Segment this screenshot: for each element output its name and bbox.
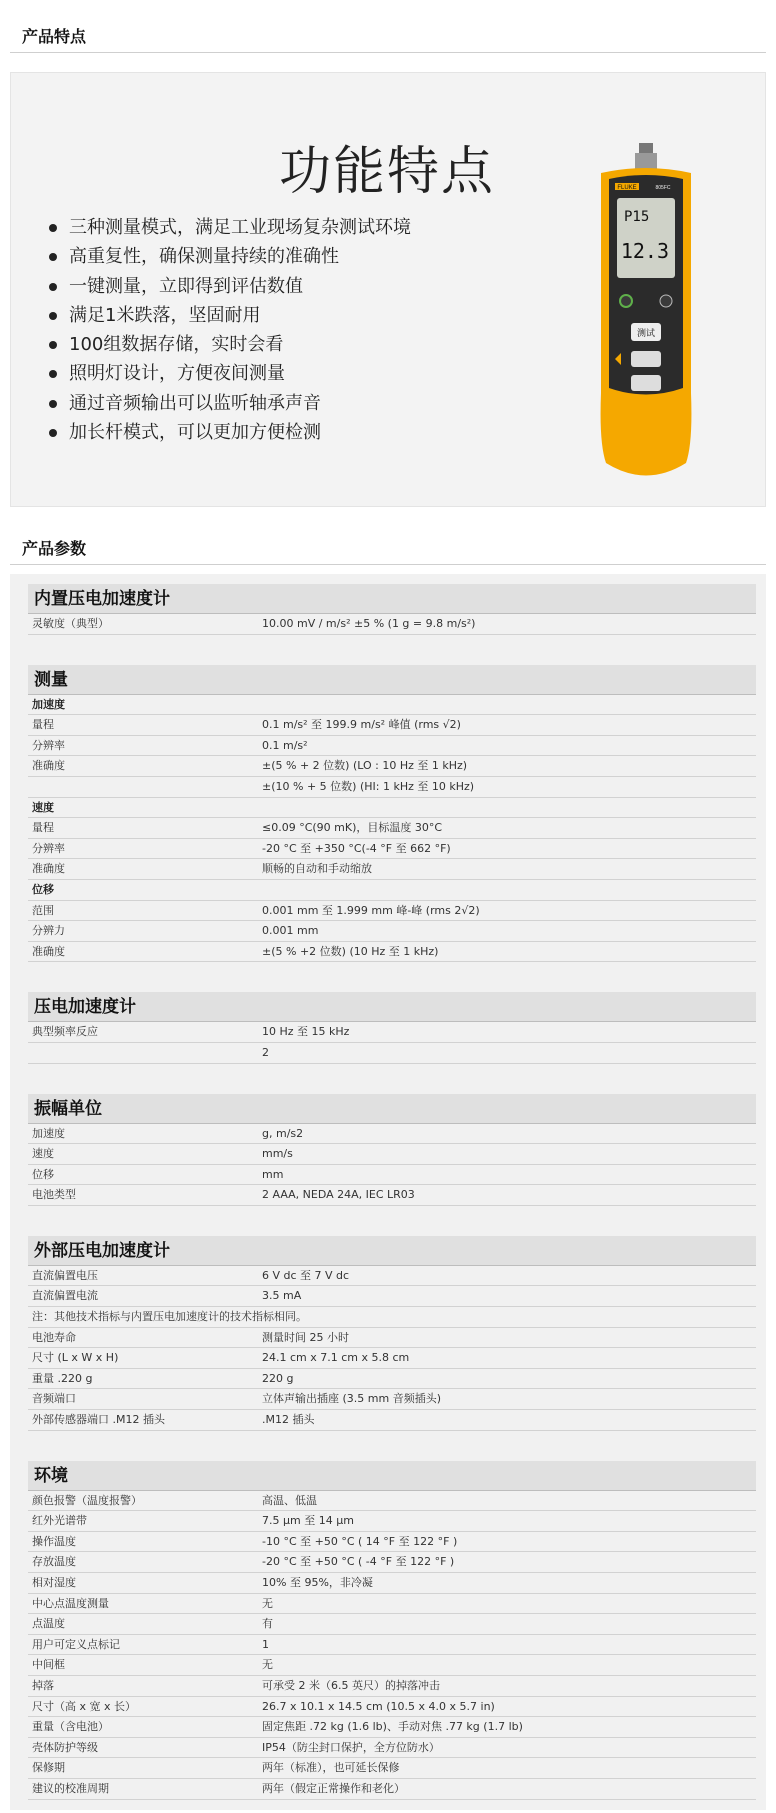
spec-row (28, 839, 756, 860)
group-spacer (28, 635, 756, 665)
probe-tip (639, 143, 653, 153)
spec-row (28, 1286, 756, 1307)
spec-key: 中心点温度测量 (32, 1596, 109, 1610)
spec-subheading-row (28, 695, 756, 716)
feature-item-text: 一键测量，立即得到评估数值 (69, 275, 303, 297)
spec-key (28, 777, 262, 797)
feature-item (49, 418, 411, 447)
spec-key (28, 1043, 262, 1063)
spec-row (28, 921, 756, 942)
spec-key: 操作温度 (32, 1534, 76, 1548)
bullet-icon (49, 341, 57, 349)
feature-item-text: 100组数据存储，实时会看 (69, 334, 284, 356)
group-spacer (28, 1431, 756, 1461)
spec-key: 灵敏度（典型） (32, 617, 109, 630)
spec-row (28, 1043, 756, 1064)
spec-value: 220 g (262, 1371, 294, 1385)
menu-button (631, 351, 661, 367)
section-title-features: 产品特点 (22, 27, 87, 46)
spec-key: 保修期 (32, 1761, 65, 1775)
spec-row (28, 1779, 756, 1800)
spec-key: 范围 (32, 903, 54, 917)
spec-row (28, 1552, 756, 1573)
spec-row (28, 901, 756, 922)
spec-row (28, 1573, 756, 1594)
bullet-icon (49, 312, 57, 320)
spec-value: 10 Hz 至 15 kHz (262, 1025, 350, 1039)
section-divider (10, 52, 766, 53)
spec-key: 位移 (32, 1167, 54, 1181)
feature-panel (10, 72, 766, 507)
spec-value: -20 °C 至 +350 °C(-4 °F 至 662 °F) (262, 841, 451, 855)
spec-key: 加速度 (32, 697, 65, 711)
spec-key: 直流偏置电压 (32, 1268, 98, 1282)
spec-row (28, 1348, 756, 1369)
spec-key: 颜色报警（温度报警） (32, 1493, 142, 1507)
spec-key: 建议的校准周期 (32, 1781, 109, 1795)
spec-value: 1 (262, 1637, 269, 1651)
spec-value (262, 880, 756, 900)
model-text: 805FC (655, 185, 671, 191)
spec-group-title: 振幅单位 (28, 1094, 756, 1124)
spec-value: 无 (262, 1596, 273, 1610)
spec-value: ±(5 % +2 位数) (10 Hz 至 1 kHz) (262, 944, 439, 958)
lcd-top-readout: P15 (624, 209, 650, 225)
spec-key: 量程 (32, 718, 54, 732)
spec-value: 测量时间 25 小时 (262, 1330, 349, 1344)
spec-row (28, 1635, 756, 1656)
feature-item (49, 272, 411, 301)
spec-key: 典型频率反应 (32, 1025, 98, 1039)
spec-value: 2 AAA, NEDA 24A, IEC LR03 (262, 1188, 415, 1202)
bullet-icon (49, 224, 57, 232)
spec-key: 点温度 (32, 1617, 65, 1631)
spec-group-title: 压电加速度计 (28, 992, 756, 1022)
spec-key: 相对湿度 (32, 1576, 76, 1589)
lcd-value-readout: 12.3 (620, 239, 669, 263)
bullet-icon (49, 283, 57, 291)
spec-value: 0.001 mm (262, 924, 319, 938)
spec-key: 分辨率 (32, 841, 65, 855)
spec-row (28, 1676, 756, 1697)
spec-value: 0.1 m/s² 至 199.9 m/s² 峰值 (rms √2) (262, 718, 461, 732)
spec-row (28, 1328, 756, 1349)
bullet-icon (49, 370, 57, 378)
feature-item-text: 通过音频输出可以监听轴承声音 (69, 392, 321, 414)
spec-value (262, 695, 756, 715)
spec-row (28, 1389, 756, 1410)
spec-group-title: 环境 (28, 1461, 756, 1491)
spec-row (28, 777, 756, 798)
measure-button-label: 测试 (636, 329, 656, 339)
spec-value: 高温、低温 (262, 1493, 317, 1507)
spec-value: 3.5 mA (262, 1289, 302, 1303)
spec-row (28, 1266, 756, 1287)
spec-key: 速度 (32, 800, 54, 814)
spec-row (28, 1614, 756, 1635)
spec-row (28, 756, 756, 777)
spec-value: 两年（假定正常操作和老化） (262, 1781, 405, 1795)
spec-group-title: 测量 (28, 665, 756, 695)
feature-item-text: 照明灯设计，方便夜间测量 (69, 363, 285, 385)
feature-item (49, 213, 411, 242)
light-button (660, 295, 672, 307)
spec-value: 有 (262, 1617, 273, 1631)
spec-value: 可承受 2 米（6.5 英尺）的掉落冲击 (262, 1678, 440, 1692)
spec-group-title: 外部压电加速度计 (28, 1236, 756, 1266)
feature-item (49, 330, 411, 359)
spec-value: ±(5 % + 2 位数) (LO : 10 Hz 至 1 kHz) (262, 759, 468, 773)
feature-item (49, 389, 411, 418)
spec-key: 音频端口 (32, 1392, 76, 1406)
spec-key: 重量（含电池） (32, 1720, 109, 1734)
spec-row (28, 1185, 756, 1206)
spec-value: 0.001 mm 至 1.999 mm 峰-峰 (rms 2√2) (262, 903, 480, 917)
spec-key: 尺寸 (L x W x H) (32, 1351, 119, 1365)
spec-row (28, 1369, 756, 1390)
spec-row (28, 859, 756, 880)
spec-value: 10% 至 95%，非冷凝 (262, 1576, 373, 1589)
spec-key: 位移 (32, 882, 54, 896)
spec-key: 准确度 (32, 759, 65, 773)
feature-item-text: 三种测量模式，满足工业现场复杂测试环境 (69, 217, 411, 238)
feature-item-text: 加长杆模式，可以更加方便检测 (69, 422, 321, 444)
spec-value: 无 (262, 1658, 273, 1672)
feature-item (49, 359, 411, 388)
spec-value (262, 798, 756, 818)
brand-text: FLUKE (617, 185, 637, 191)
spec-row (28, 1022, 756, 1043)
spec-value: g, m/s2 (262, 1126, 304, 1140)
spec-value: mm/s (262, 1147, 293, 1161)
spec-value: 7.5 µm 至 14 µm (262, 1514, 354, 1528)
bullet-icon (49, 253, 57, 261)
enter-button (631, 375, 661, 391)
spec-key: 注：其他技术指标与内置压电加速度计的技术指标相同。 (32, 1310, 307, 1324)
spec-value: 6 V dc 至 7 V dc (262, 1268, 350, 1282)
spec-row (28, 1144, 756, 1165)
spec-key: 分辨力 (32, 924, 65, 938)
group-spacer (28, 962, 756, 992)
feature-heading: 功能特点 (279, 142, 496, 202)
spec-value: IP54（防尘封口保护，全方位防水） (262, 1740, 440, 1754)
spec-row (28, 1491, 756, 1512)
spec-value: ≤0.09 °C(90 mK)，目标温度 30°C (262, 821, 443, 835)
spec-key: 存放温度 (32, 1555, 76, 1569)
spec-value (307, 1307, 756, 1327)
spec-row (28, 1717, 756, 1738)
group-spacer (28, 1064, 756, 1094)
feature-item (49, 242, 411, 271)
spec-value: -10 °C 至 +50 °C ( 14 °F 至 122 °F ) (262, 1534, 458, 1548)
spec-key: 直流偏置电流 (32, 1289, 98, 1303)
spec-value: 顺畅的自动和手动缩放 (262, 862, 372, 876)
spec-value: mm (262, 1167, 284, 1181)
power-button (620, 295, 632, 307)
spec-value: 26.7 x 10.1 x 14.5 cm (10.5 x 4.0 x 5.7 in) (262, 1699, 495, 1713)
spec-value: ±(10 % + 5 位数) (HI: 1 kHz 至 10 kHz) (262, 779, 475, 793)
spec-row (28, 1165, 756, 1186)
spec-key: 准确度 (32, 862, 65, 876)
spec-value: .M12 插头 (262, 1413, 315, 1427)
spec-value: 0.1 m/s² (262, 738, 308, 752)
feature-item-text: 高重复性，确保测量持续的准确性 (69, 246, 339, 268)
group-spacer (28, 1206, 756, 1236)
spec-key: 用户可定义点标记 (32, 1637, 120, 1651)
spec-row (28, 1511, 756, 1532)
spec-row (28, 818, 756, 839)
spec-key: 加速度 (32, 1126, 65, 1140)
feature-item-text: 满足1米跌落，坚固耐用 (69, 304, 261, 326)
vibration-meter-illustration (591, 143, 701, 493)
spec-key: 中间框 (32, 1658, 65, 1672)
spec-key: 速度 (32, 1147, 54, 1161)
spec-value: 24.1 cm x 7.1 cm x 5.8 cm (262, 1351, 410, 1365)
spec-key: 外部传感器端口 .M12 插头 (32, 1413, 165, 1427)
spec-row (28, 715, 756, 736)
spec-value: 10.00 mV / m/s² ±5 % (1 g = 9.8 m/s²) (262, 617, 476, 630)
spec-row (28, 942, 756, 963)
spec-row (28, 1410, 756, 1431)
section-title-specs: 产品参数 (22, 539, 87, 558)
spec-row (28, 1532, 756, 1553)
spec-value: -20 °C 至 +50 °C ( -4 °F 至 122 °F ) (262, 1555, 455, 1569)
spec-value: 立体声输出插座 (3.5 mm 音频插头) (262, 1392, 441, 1406)
spec-row (28, 1594, 756, 1615)
spec-row (28, 1655, 756, 1676)
feature-list (49, 213, 411, 447)
section-divider (10, 564, 766, 565)
spec-row (28, 614, 756, 635)
spec-value: 两年（标准），也可延长保修 (262, 1761, 400, 1775)
spec-key: 红外光谱带 (32, 1514, 87, 1528)
spec-group-title: 内置压电加速度计 (28, 584, 756, 614)
specs-table (28, 584, 756, 1800)
spec-row (28, 1738, 756, 1759)
spec-value: 2 (262, 1045, 269, 1059)
spec-key: 电池类型 (32, 1188, 76, 1202)
spec-key: 壳体防护等级 (32, 1740, 98, 1754)
spec-row (28, 736, 756, 757)
spec-row (28, 1307, 756, 1328)
spec-row (28, 1697, 756, 1718)
specs-panel (10, 574, 766, 1810)
bullet-icon (49, 400, 57, 408)
spec-key: 电池寿命 (32, 1330, 76, 1344)
spec-subheading-row (28, 880, 756, 901)
spec-key: 掉落 (32, 1678, 54, 1692)
spec-row (28, 1758, 756, 1779)
spec-key: 准确度 (32, 944, 65, 958)
spec-value: 固定焦距 .72 kg (1.6 lb)、手动对焦 .77 kg (1.7 lb) (262, 1720, 523, 1734)
spec-key: 尺寸（高 x 宽 x 长） (32, 1699, 137, 1713)
spec-key: 量程 (32, 821, 54, 835)
feature-item (49, 301, 411, 330)
spec-key: 分辨率 (32, 738, 65, 752)
spec-key: 重量 .220 g (32, 1371, 93, 1385)
spec-subheading-row (28, 798, 756, 819)
bullet-icon (49, 429, 57, 437)
spec-row (28, 1124, 756, 1145)
